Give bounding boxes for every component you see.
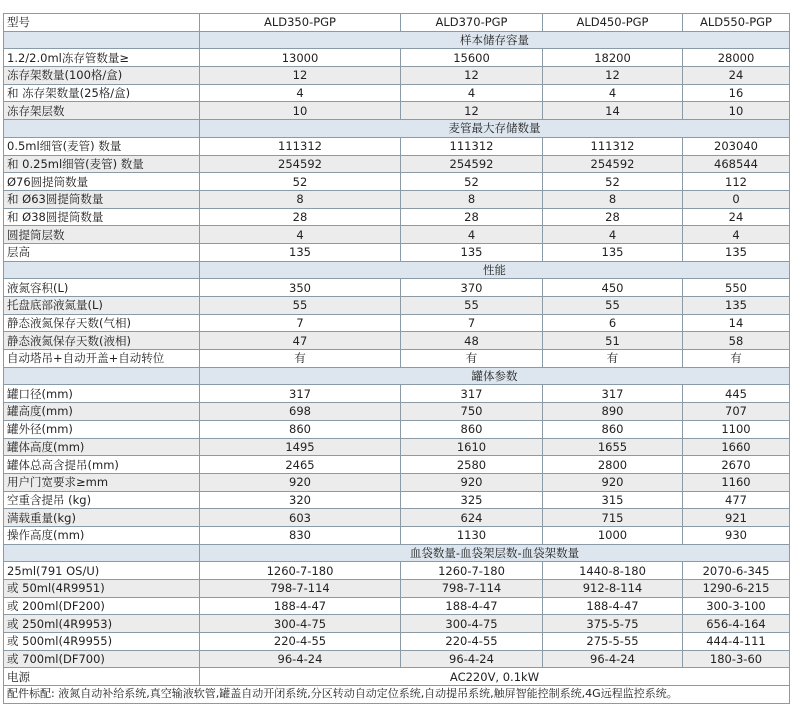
spec-row: [4, 385, 790, 403]
spec-value: 603: [200, 509, 401, 527]
spec-value: 28: [543, 208, 683, 226]
spec-value: 1130: [401, 526, 543, 544]
spec-value: 8: [200, 190, 401, 208]
spec-label: 罐外径(mm): [4, 420, 200, 438]
section-header-row: [4, 367, 790, 385]
spec-value: 624: [401, 509, 543, 527]
spec-label: 罐高度(mm): [4, 403, 200, 421]
spec-label: 用户门宽要求≥mm: [4, 473, 200, 491]
spec-label: 操作高度(mm): [4, 526, 200, 544]
spec-label: 冻存架数量(100格/盒): [4, 67, 200, 85]
spec-value: 254592: [543, 155, 683, 173]
spec-row: [4, 243, 790, 261]
header-row: [4, 14, 790, 32]
section-header-row: [4, 120, 790, 138]
spec-value: 180-3-60: [683, 650, 790, 668]
spec-label: 或 700ml(DF700): [4, 650, 200, 668]
spec-row: [4, 208, 790, 226]
spec-row: [4, 173, 790, 191]
spec-value: 2465: [200, 456, 401, 474]
spec-value: 28: [401, 208, 543, 226]
spec-label: 1.2/2.0ml冻存管数量≥: [4, 49, 200, 67]
spec-label: 空重含提吊 (kg): [4, 491, 200, 509]
section-title: 麦管最大存储数量: [200, 120, 790, 138]
spec-value: 317: [543, 385, 683, 403]
spec-value: 317: [401, 385, 543, 403]
section-spacer-cell: [4, 544, 200, 562]
spec-row: [4, 509, 790, 527]
spec-row: [4, 67, 790, 85]
spec-value: 2670: [683, 456, 790, 474]
spec-value: 4: [401, 226, 543, 244]
spec-value: 47: [200, 332, 401, 350]
spec-label: 静态液氮保存天数(液相): [4, 332, 200, 350]
spec-value: 有: [543, 350, 683, 368]
spec-value: 1100: [683, 420, 790, 438]
spec-value: 920: [543, 473, 683, 491]
spec-value: 12: [401, 67, 543, 85]
spec-value: 2580: [401, 456, 543, 474]
spec-value: 930: [683, 526, 790, 544]
spec-value: 1290-6-215: [683, 580, 790, 598]
spec-value: 254592: [401, 155, 543, 173]
spec-label: 静态液氮保存天数(气相): [4, 314, 200, 332]
spec-value: 2800: [543, 456, 683, 474]
spec-row: [4, 279, 790, 297]
spec-value: 4: [401, 84, 543, 102]
spec-value: 550: [683, 279, 790, 297]
spec-value: 1260-7-180: [401, 562, 543, 580]
spec-value: 24: [683, 208, 790, 226]
spec-value: 55: [401, 297, 543, 315]
spec-value: 4: [200, 84, 401, 102]
section-header-row: [4, 544, 790, 562]
spec-value: 370: [401, 279, 543, 297]
spec-value: 798-7-114: [200, 580, 401, 598]
spec-value: 有: [200, 350, 401, 368]
spec-value: 830: [200, 526, 401, 544]
spec-value: 12: [543, 67, 683, 85]
spec-value: 188-4-47: [543, 597, 683, 615]
spec-value: 468544: [683, 155, 790, 173]
spec-value: 96-4-24: [401, 650, 543, 668]
spec-value: 1495: [200, 438, 401, 456]
spec-value: 52: [200, 173, 401, 191]
spec-value: 8: [543, 190, 683, 208]
spec-label: 0.5ml细管(麦管) 数量: [4, 137, 200, 155]
spec-value: 14: [683, 314, 790, 332]
spec-value: 220-4-55: [200, 633, 401, 651]
spec-value: 2070-6-345: [683, 562, 790, 580]
spec-label: 或 250ml(4R9953): [4, 615, 200, 633]
spec-value: 28: [200, 208, 401, 226]
header-label-cell: 型号: [4, 14, 200, 32]
spec-value: 7: [401, 314, 543, 332]
spec-value: 4: [543, 84, 683, 102]
spec-value: 48: [401, 332, 543, 350]
spec-label: 满载重量(kg): [4, 509, 200, 527]
spec-value: 10: [683, 102, 790, 120]
spec-value: 1260-7-180: [200, 562, 401, 580]
spec-label: 自动塔吊+自动开盖+自动转位: [4, 350, 200, 368]
spec-value: 52: [401, 173, 543, 191]
spec-value: 55: [543, 297, 683, 315]
spec-value: 444-4-111: [683, 633, 790, 651]
section-spacer-cell: [4, 261, 200, 279]
spec-value: 10: [200, 102, 401, 120]
spec-value: 1655: [543, 438, 683, 456]
spec-value: 860: [543, 420, 683, 438]
spec-value: 111312: [543, 137, 683, 155]
spec-value: 4: [543, 226, 683, 244]
spec-row: [4, 615, 790, 633]
power-row: [4, 668, 790, 686]
spec-row: [4, 297, 790, 315]
spec-value: 135: [401, 243, 543, 261]
accessories-note: 配件标配: 液氮自动补给系统,真空输液软管,罐盖自动开闭系统,分区转动自动定位系统,自动提吊系统,触屏智能控制系统,4G远程监控系统。: [4, 686, 790, 704]
model-header-cell: ALD550-PGP: [683, 14, 790, 32]
spec-row: [4, 420, 790, 438]
spec-value: 58: [683, 332, 790, 350]
spec-value: 320: [200, 491, 401, 509]
spec-value: 13000: [200, 49, 401, 67]
spec-value: 890: [543, 403, 683, 421]
spec-label: 罐体高度(mm): [4, 438, 200, 456]
spec-label: 25ml(791 OS/U): [4, 562, 200, 580]
spec-value: 111312: [401, 137, 543, 155]
spec-row: [4, 403, 790, 421]
spec-value: 300-4-75: [200, 615, 401, 633]
spec-value: 111312: [200, 137, 401, 155]
spec-row: [4, 314, 790, 332]
spec-value: 325: [401, 491, 543, 509]
power-value: AC220V, 0.1kW: [200, 668, 790, 686]
spec-value: 254592: [200, 155, 401, 173]
spec-table: [3, 13, 790, 704]
spec-label: 和 Ø63圆提筒数量: [4, 190, 200, 208]
spec-value: 1660: [683, 438, 790, 456]
spec-value: 有: [401, 350, 543, 368]
spec-value: 52: [543, 173, 683, 191]
spec-value: 1160: [683, 473, 790, 491]
model-header-cell: ALD350-PGP: [200, 14, 401, 32]
spec-label: 层高: [4, 243, 200, 261]
spec-row: [4, 102, 790, 120]
accessories-note-row: [4, 686, 790, 704]
spec-value: 707: [683, 403, 790, 421]
spec-row: [4, 84, 790, 102]
spec-label: 圆提筒层数: [4, 226, 200, 244]
spec-value: 51: [543, 332, 683, 350]
spec-value: 12: [401, 102, 543, 120]
spec-value: 350: [200, 279, 401, 297]
section-title: 样本储存容量: [200, 31, 790, 49]
spec-value: 477: [683, 491, 790, 509]
spec-table-body: [4, 14, 790, 704]
section-spacer-cell: [4, 31, 200, 49]
model-header-cell: ALD370-PGP: [401, 14, 543, 32]
spec-row: [4, 473, 790, 491]
spec-value: 112: [683, 173, 790, 191]
spec-value: 12: [200, 67, 401, 85]
spec-row: [4, 438, 790, 456]
section-spacer-cell: [4, 120, 200, 138]
spec-value: 14: [543, 102, 683, 120]
spec-value: 1440-8-180: [543, 562, 683, 580]
spec-value: 8: [401, 190, 543, 208]
spec-value: 275-5-55: [543, 633, 683, 651]
spec-value: 55: [200, 297, 401, 315]
spec-row: [4, 597, 790, 615]
section-title: 性能: [200, 261, 790, 279]
spec-value: 300-3-100: [683, 597, 790, 615]
spec-row: [4, 49, 790, 67]
spec-row: [4, 650, 790, 668]
spec-row: [4, 491, 790, 509]
spec-label: 和 0.25ml细管(麦管) 数量: [4, 155, 200, 173]
spec-value: 135: [543, 243, 683, 261]
spec-label: Ø76圆提筒数量: [4, 173, 200, 191]
spec-value: 445: [683, 385, 790, 403]
spec-row: [4, 350, 790, 368]
spec-value: 798-7-114: [401, 580, 543, 598]
spec-value: 24: [683, 67, 790, 85]
spec-value: 188-4-47: [200, 597, 401, 615]
spec-value: 315: [543, 491, 683, 509]
spec-value: 0: [683, 190, 790, 208]
spec-label: 和 冻存架数量(25格/盒): [4, 84, 200, 102]
spec-label: 和 Ø38圆提筒数量: [4, 208, 200, 226]
spec-label: 或 500ml(4R9955): [4, 633, 200, 651]
spec-row: [4, 633, 790, 651]
section-title: 血袋数量-血袋架层数-血袋架数量: [200, 544, 790, 562]
section-title: 罐体参数: [200, 367, 790, 385]
spec-value: 300-4-75: [401, 615, 543, 633]
spec-value: 7: [200, 314, 401, 332]
spec-value: 16: [683, 84, 790, 102]
spec-value: 860: [200, 420, 401, 438]
spec-row: [4, 580, 790, 598]
spec-row: [4, 137, 790, 155]
spec-value: 921: [683, 509, 790, 527]
spec-value: 135: [200, 243, 401, 261]
spec-label: 或 50ml(4R9951): [4, 580, 200, 598]
spec-row: [4, 456, 790, 474]
spec-value: 1610: [401, 438, 543, 456]
section-header-row: [4, 31, 790, 49]
spec-value: 96-4-24: [543, 650, 683, 668]
spec-value: 有: [683, 350, 790, 368]
spec-row: [4, 155, 790, 173]
spec-label: 液氮容积(L): [4, 279, 200, 297]
spec-value: 135: [683, 243, 790, 261]
spec-value: 15600: [401, 49, 543, 67]
spec-value: 188-4-47: [401, 597, 543, 615]
spec-value: 860: [401, 420, 543, 438]
spec-label: 托盘底部液氮量(L): [4, 297, 200, 315]
spec-row: [4, 562, 790, 580]
spec-value: 28000: [683, 49, 790, 67]
spec-row: [4, 190, 790, 208]
spec-row: [4, 526, 790, 544]
spec-value: 317: [200, 385, 401, 403]
section-header-row: [4, 261, 790, 279]
spec-value: 6: [543, 314, 683, 332]
spec-value: 920: [200, 473, 401, 491]
spec-value: 96-4-24: [200, 650, 401, 668]
spec-row: [4, 332, 790, 350]
spec-value: 912-8-114: [543, 580, 683, 598]
spec-row: [4, 226, 790, 244]
spec-value: 750: [401, 403, 543, 421]
spec-value: 698: [200, 403, 401, 421]
spec-value: 450: [543, 279, 683, 297]
spec-value: 920: [401, 473, 543, 491]
power-label: 电源: [4, 668, 200, 686]
spec-value: 4: [683, 226, 790, 244]
model-header-cell: ALD450-PGP: [543, 14, 683, 32]
spec-value: 715: [543, 509, 683, 527]
spec-label: 罐口径(mm): [4, 385, 200, 403]
spec-value: 18200: [543, 49, 683, 67]
spec-label: 冻存架层数: [4, 102, 200, 120]
spec-value: 656-4-164: [683, 615, 790, 633]
spec-value: 4: [200, 226, 401, 244]
spec-value: 375-5-75: [543, 615, 683, 633]
spec-label: 或 200ml(DF200): [4, 597, 200, 615]
spec-value: 203040: [683, 137, 790, 155]
spec-value: 135: [683, 297, 790, 315]
section-spacer-cell: [4, 367, 200, 385]
spec-value: 220-4-55: [401, 633, 543, 651]
spec-value: 1000: [543, 526, 683, 544]
spec-label: 罐体总高含提吊(mm): [4, 456, 200, 474]
